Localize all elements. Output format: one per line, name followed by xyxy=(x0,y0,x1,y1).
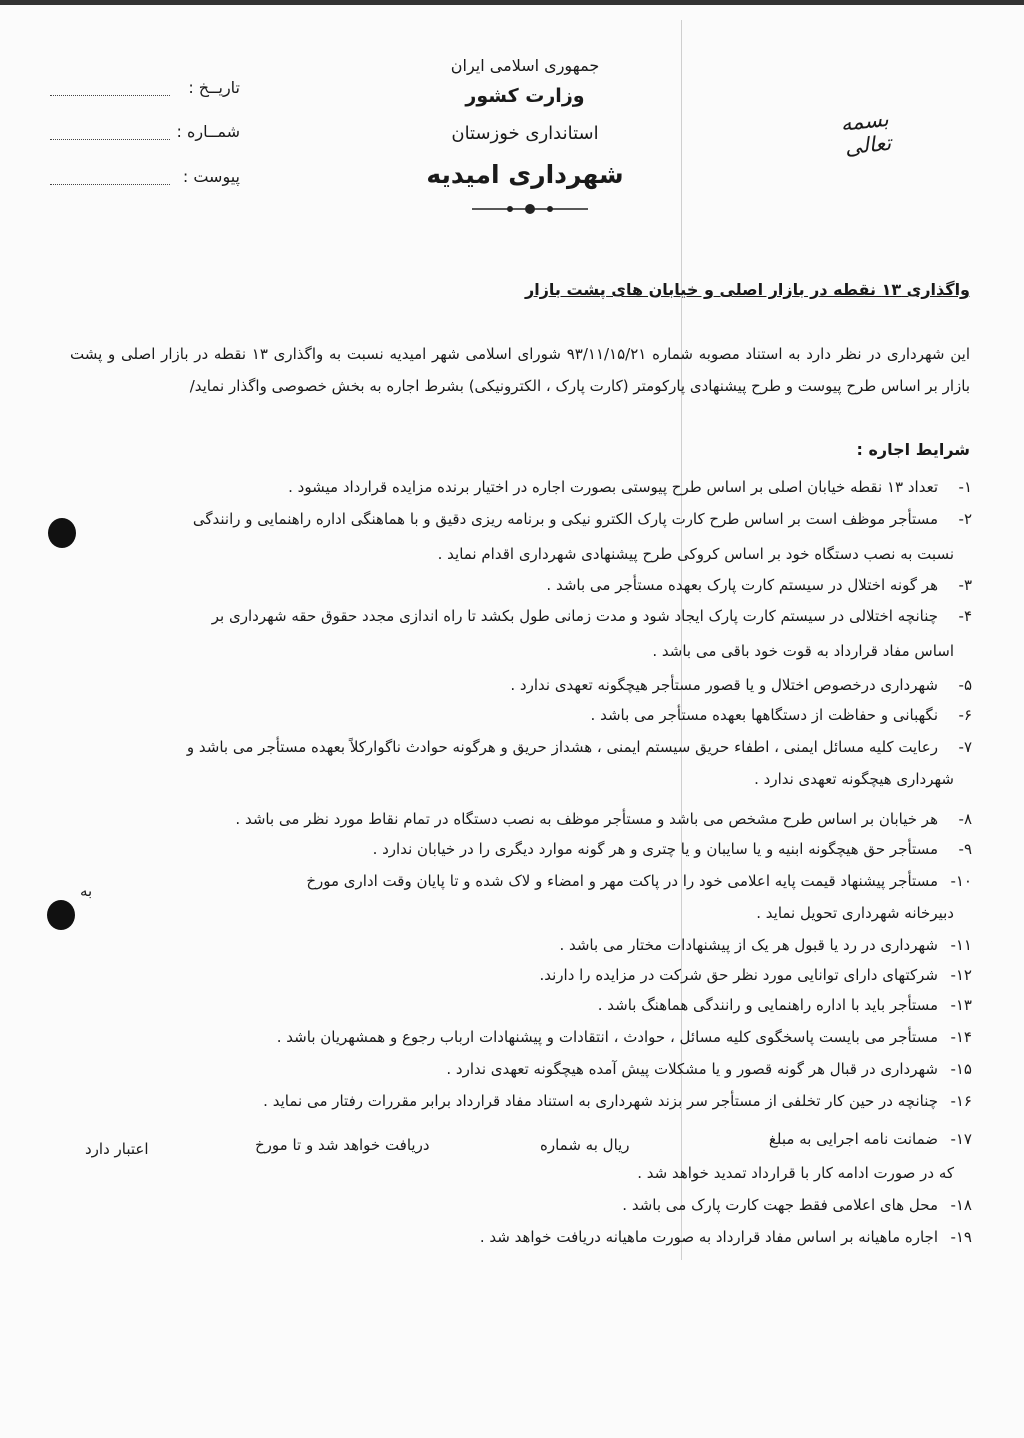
republic-name: جمهوری اسلامی ایران xyxy=(450,56,600,75)
attachment-blank xyxy=(50,184,170,185)
attachment-label: پیوست : xyxy=(182,167,240,186)
item17-received-text: دریافت خواهد شد و تا مورخ xyxy=(255,1136,430,1154)
term-number: ۹- xyxy=(958,840,972,858)
term-line: مستأجر باید با اداره راهنمایی و رانندگی هماهنگ باشد . xyxy=(597,996,938,1014)
term-line: شهرداری در رد یا قبول هر یک از پیشنهادات مختار می باشد . xyxy=(559,936,938,954)
term-number: ۵- xyxy=(958,676,972,694)
term-number: ۸- xyxy=(958,810,972,828)
term-line: تعداد ۱۳ نقطه خیابان اصلی بر اساس طرح پیوستی بصورت اجاره در اختیار برنده مزایده قرارداد میشود . xyxy=(288,478,938,496)
term-line: هر خیابان بر اساس طرح مشخص می باشد و مستأجر موظف به نصب دستگاه در تمام نقاط مورد نظر می باشد . xyxy=(235,810,938,828)
term-number: ۱- xyxy=(958,478,972,496)
date-label: تاریــخ : xyxy=(188,78,240,97)
term-number: ۲- xyxy=(958,510,972,528)
municipality-name: شهرداری امیدیه xyxy=(426,160,624,189)
term-number: ۷- xyxy=(958,738,972,756)
document-title: واگذاری ۱۳ نقطه در بازار اصلی و خیابان های پشت بازار xyxy=(525,280,970,299)
date-blank xyxy=(50,95,170,96)
number-field xyxy=(50,122,240,144)
term-line: هر گونه اختلال در سیستم کارت پارک بعهده مستأجر می باشد . xyxy=(546,576,938,594)
term-number: ۱۷- xyxy=(950,1130,972,1148)
intro-paragraph: این شهرداری در نظر دارد به استناد مصوبه شماره ۹۳/۱۱/۱۵/۲۱ شورای اسلامی شهر امیدیه نسبت به واگذاری ۱۳ نقطه در بازار اصلی و پشت بازار بر اساس طرح پیوست و طرح پیشنهادی پارکومتر (کارت پارک ، الکترونیکی) بشرط اجاره به بخش خصوصی واگذار نماید/ xyxy=(70,345,970,395)
scan-top-edge xyxy=(0,0,1024,5)
term-number: ۱۰- xyxy=(950,872,972,890)
number-blank xyxy=(50,139,170,140)
term-line: شهرداری هیچگونه تعهدی ندارد . xyxy=(754,770,954,788)
term-number: ۳- xyxy=(958,576,972,594)
date-field xyxy=(50,78,240,100)
term-number: ۱۱- xyxy=(950,936,972,954)
number-label: شمــاره : xyxy=(176,122,240,141)
term-line: نگهبانی و حفاظت از دستگاهها بعهده مستأجر می باشد . xyxy=(590,706,938,724)
item10-suffix: به xyxy=(80,882,93,900)
term-number: ۱۲- xyxy=(950,966,972,984)
term-line: چنانچه اختلالی در سیستم کارت پارک ایجاد شود و مدت زمانی طول بکشد تا راه اندازی مجدد حقوق حقه شهرداری بر xyxy=(211,607,938,625)
term-number: ۱۵- xyxy=(950,1060,972,1078)
term-line: مستأجر پیشنهاد قیمت پایه اعلامی خود را در پاکت مهر و امضاء و لاک شده و تا پایان وقت اداری مورخ xyxy=(306,872,938,890)
basmala-calligraphy: بسمه تعالی xyxy=(839,106,893,160)
term-number: ۱۶- xyxy=(950,1092,972,1110)
term-number: ۴- xyxy=(958,607,972,625)
province-name: استانداری خوزستان xyxy=(451,123,599,144)
terms-heading: شرایط اجاره : xyxy=(856,440,970,459)
term-number: ۶- xyxy=(958,706,972,724)
term-line: نسبت به نصب دستگاه خود بر اساس کروکی طرح پیشنهادی شهرداری اقدام نماید . xyxy=(437,545,954,563)
term-number: ۱۳- xyxy=(950,996,972,1014)
ministry-name: وزارت کشور xyxy=(465,85,585,107)
term-number: ۱۸- xyxy=(950,1196,972,1214)
punch-hole xyxy=(48,518,76,548)
term-line: مستأجر موظف است بر اساس طرح کارت پارک الکترو نیکی و برنامه ریزی دقیق و با هماهنگی اداره راهنمایی و رانندگی xyxy=(192,510,938,528)
punch-hole xyxy=(47,900,75,930)
item17-rial-text: ریال به شماره xyxy=(540,1136,630,1154)
header-ornament xyxy=(470,203,590,215)
term-line: اجاره ماهیانه بر اساس مفاد قرارداد به صورت ماهیانه دریافت خواهد شد . xyxy=(479,1228,938,1246)
term-line: رعایت کلیه مسائل ایمنی ، اطفاء حریق سیستم ایمنی ، هشداز حریق و هرگونه حوادث ناگوارکلاً بعهده مستأجر می باشد و xyxy=(186,738,938,756)
term-number: ۱۴- xyxy=(950,1028,972,1046)
term-line: شهرداری در قبال هر گونه قصور و یا مشکلات پیش آمده هیچگونه تعهدی ندارد . xyxy=(446,1060,938,1078)
term-line: مستأجر می بایست پاسخگوی کلیه مسائل ، حوادث ، انتقادات و پیشنهادات ارباب رجوع و همشهریان باشد . xyxy=(276,1028,938,1046)
term-line: شرکتهای دارای توانایی مورد نظر حق شرکت در مزایده را دارند. xyxy=(539,966,938,984)
term-line: مستأجر حق هیچگونه ابنیه و یا سایبان و یا چتری و هر گونه موارد دیگری را در خیابان ندارد . xyxy=(372,840,938,858)
term-line: که در صورت ادامه کار با قرارداد تمدید خواهد شد . xyxy=(637,1164,954,1182)
term-number: ۱۹- xyxy=(950,1228,972,1246)
term-line: اساس مفاد قرارداد به قوت خود باقی می باشد . xyxy=(652,642,954,660)
term-line: محل های اعلامی فقط جهت کارت پارک می باشد . xyxy=(622,1196,938,1214)
item17-valid-text: اعتبار دارد xyxy=(85,1140,149,1158)
term-line: شهرداری درخصوص اختلال و یا قصور مستأجر هیچگونه تعهدی ندارد . xyxy=(510,676,938,694)
term-line: ضمانت نامه اجرایی به مبلغ xyxy=(768,1130,938,1148)
attachment-field xyxy=(50,167,240,189)
term-line: چنانچه در حین کار تخلفی از مستأجر سر بزند شهرداری به استناد مفاد قرارداد برابر مقررات رفتار می نماید . xyxy=(263,1092,938,1110)
term-line: دبیرخانه شهرداری تحویل نماید . xyxy=(756,904,954,922)
